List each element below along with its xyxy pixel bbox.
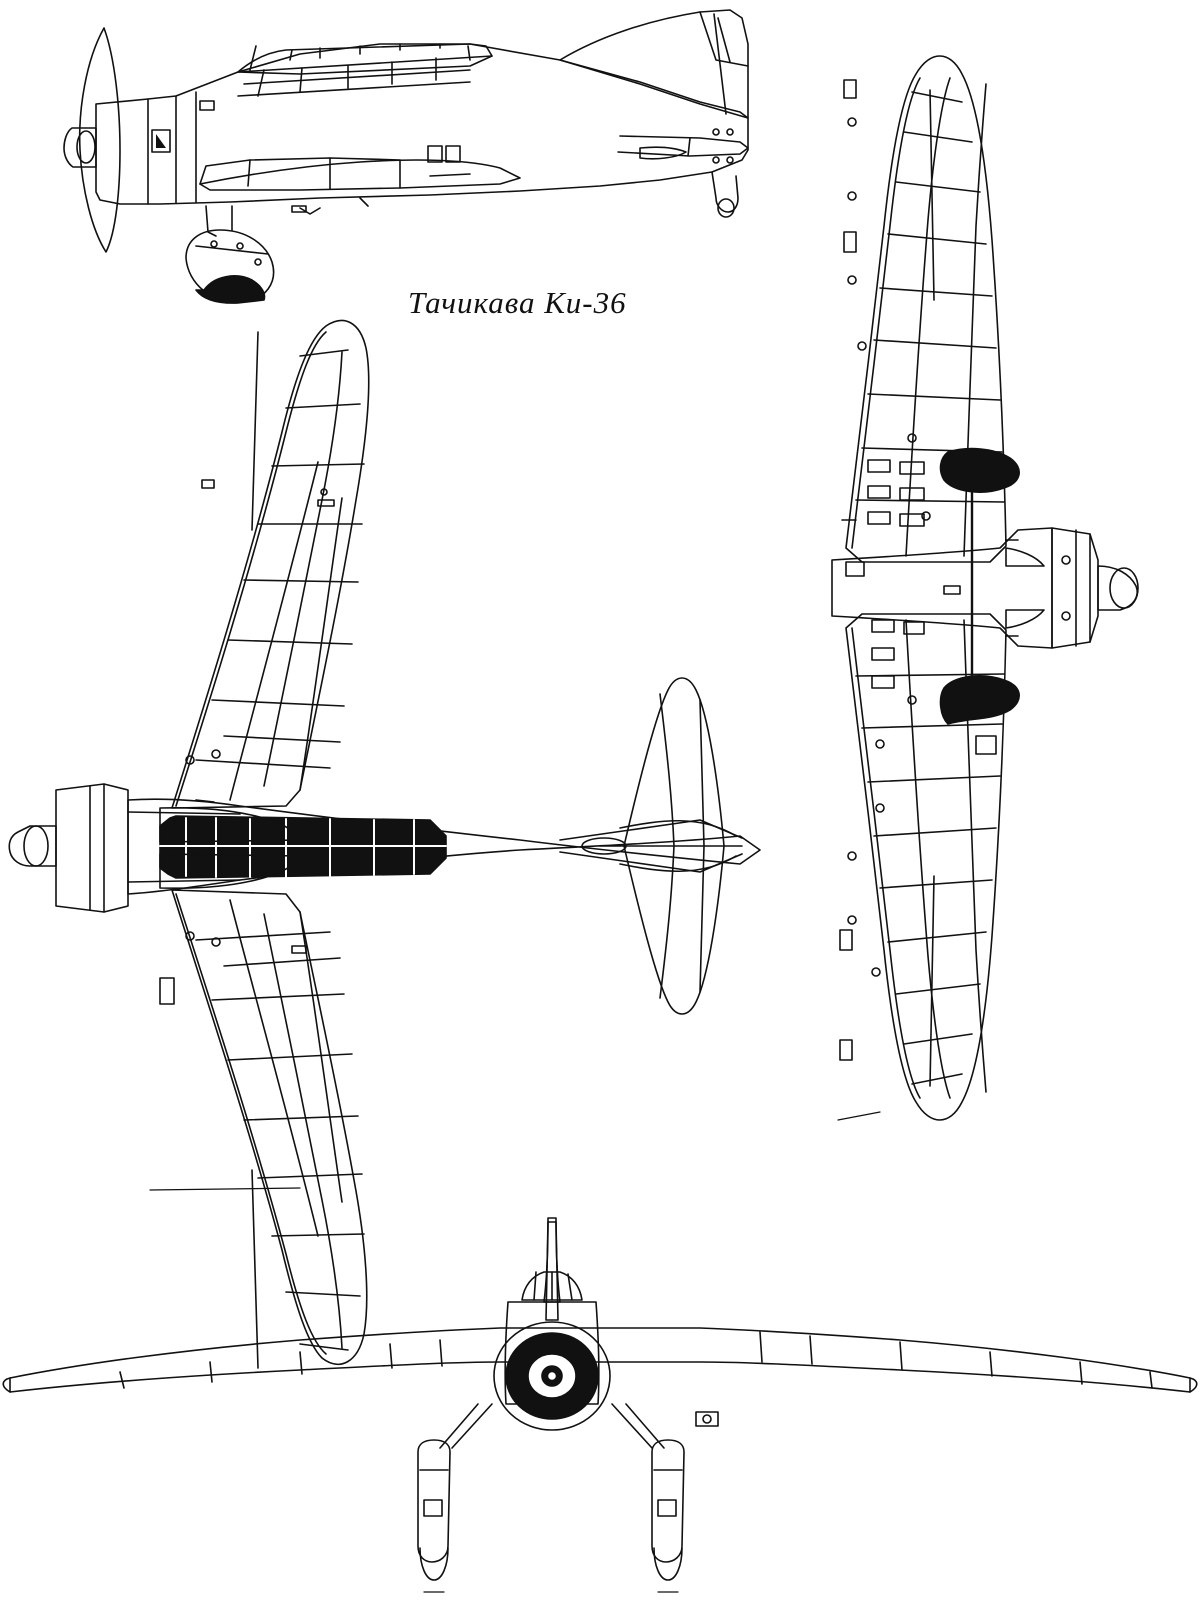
drawing-title: Тачикава Ки-36: [408, 285, 627, 320]
front-view: [3, 1218, 1197, 1592]
bottom-view: [9, 321, 760, 1368]
side-view: [64, 10, 748, 303]
top-view: [832, 56, 1138, 1120]
